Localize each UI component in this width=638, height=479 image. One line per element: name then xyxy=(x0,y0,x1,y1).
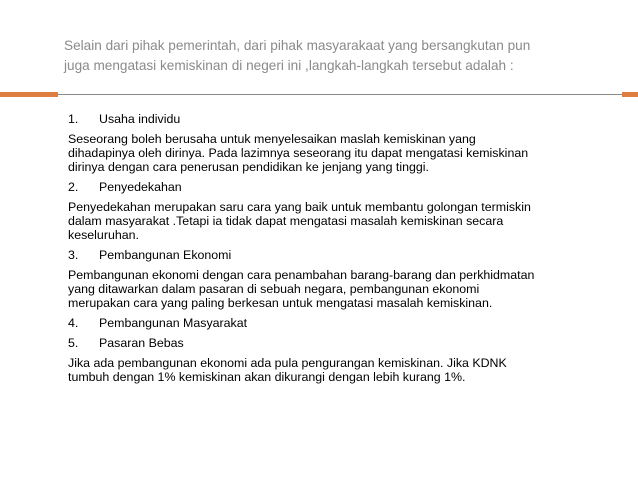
accent-bar-left xyxy=(0,92,58,97)
slide-title xyxy=(64,36,624,76)
slide-title-line: Selain dari pihak pemerintah, dari pihak masyarakaat yang bersangkutan pun xyxy=(64,38,531,53)
accent-bar-right xyxy=(622,92,638,97)
slide-title-line: juga mengatasi kemiskinan di negeri ini ,langkah-langkah tersebut adalah : xyxy=(64,58,514,73)
item-heading-text: Usaha individu xyxy=(99,112,181,126)
paragraph-line: Jika ada pembangunan ekonomi ada pula pengurangan kemiskinan. Jika KDNK xyxy=(68,356,507,370)
paragraph-line: merupakan cara yang paling berkesan untuk mengatasi masalah kemiskinan. xyxy=(68,296,493,310)
item-heading-pembangunan-ekonomi xyxy=(68,248,618,262)
paragraph-line: yang ditawarkan dalam pasaran di sebuah negara, pembangunan ekonomi xyxy=(68,282,480,296)
item-number: 3. xyxy=(68,248,79,262)
item-heading-usaha-individu xyxy=(68,112,618,126)
item-heading-pasaran-bebas xyxy=(68,336,618,350)
item-heading-text: Pembangunan Masyarakat xyxy=(99,316,248,330)
item-heading-penyedekahan xyxy=(68,180,618,194)
paragraph-line: dihadapinya oleh dirinya. Pada lazimnya seseorang itu dapat mengatasi kemiskinan xyxy=(68,146,529,160)
item-number: 5. xyxy=(68,336,79,350)
item-paragraph xyxy=(68,268,618,310)
item-heading-text: Pembangunan Ekonomi xyxy=(99,248,232,262)
paragraph-line: Penyedekahan merupakan saru cara yang baik untuk membantu golongan termiskin xyxy=(68,200,531,214)
item-heading-pembangunan-masyarakat xyxy=(68,316,618,330)
item-heading-text: Penyedekahan xyxy=(99,180,182,194)
paragraph-line: keseluruhan. xyxy=(68,228,139,242)
item-paragraph xyxy=(68,132,618,174)
item-heading-text: Pasaran Bebas xyxy=(99,336,184,350)
item-number: 4. xyxy=(68,316,79,330)
item-number: 1. xyxy=(68,112,79,126)
slide-content xyxy=(68,112,618,390)
title-divider xyxy=(58,94,622,95)
paragraph-line: dalam masyarakat .Tetapi ia tidak dapat mengatasi masalah kemiskinan secara xyxy=(68,214,504,228)
item-paragraph xyxy=(68,200,618,242)
item-number: 2. xyxy=(68,180,79,194)
paragraph-line: Pembangunan ekonomi dengan cara penambahan barang-barang dan perkhidmatan xyxy=(68,268,535,282)
paragraph-line: Seseorang boleh berusaha untuk menyelesaikan maslah kemiskinan yang xyxy=(68,132,476,146)
paragraph-line: tumbuh dengan 1% kemiskinan akan dikurangi dengan lebih kurang 1%. xyxy=(68,370,466,384)
paragraph-line: dirinya dengan cara penerusan pendidikan ke jenjang yang tinggi. xyxy=(68,160,429,174)
item-paragraph xyxy=(68,356,618,384)
